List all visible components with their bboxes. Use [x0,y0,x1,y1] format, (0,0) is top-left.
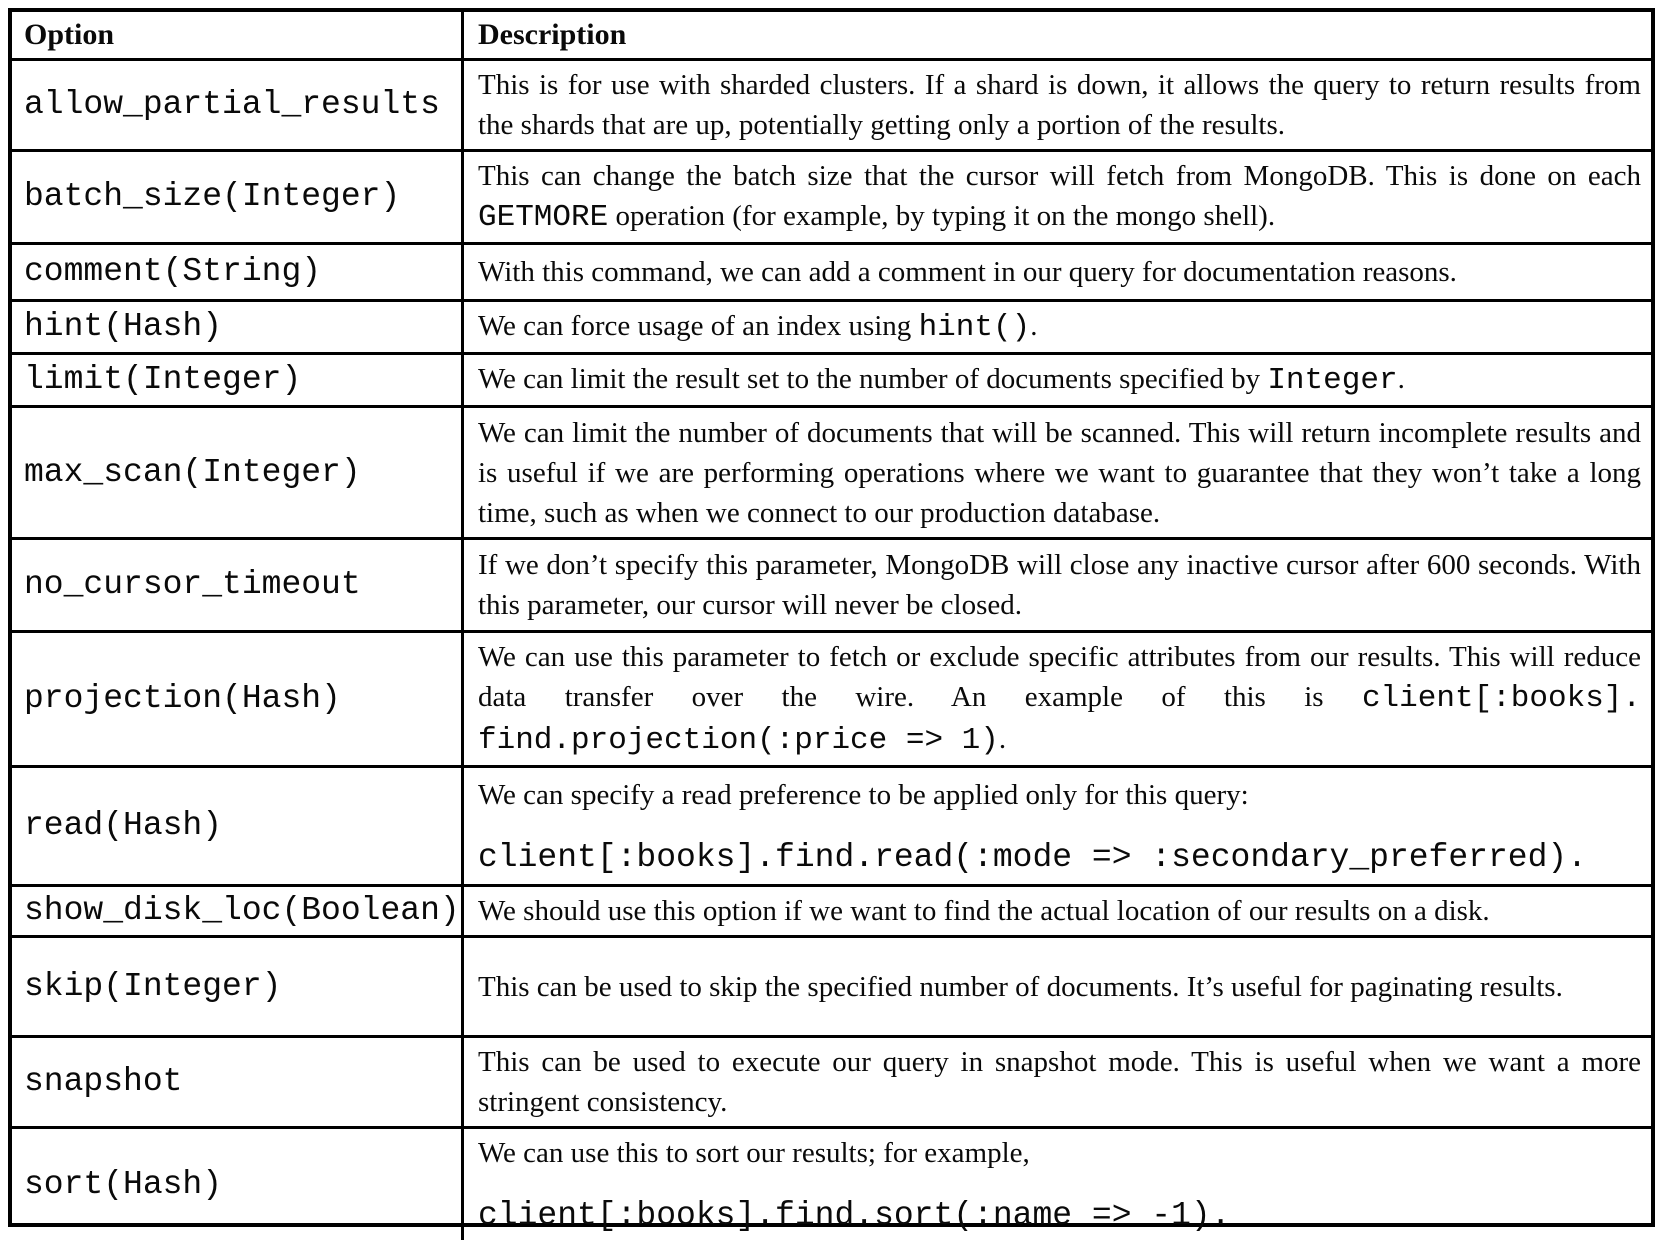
option-cell [12,245,464,299]
inline-code: hint() [918,310,1031,345]
description-text: . [1030,310,1038,342]
table-row [12,302,1651,355]
description-paragraph [478,967,1641,1007]
description-paragraph [478,637,1641,761]
option-description [464,938,1651,1035]
option-description [464,245,1651,299]
description-text: With this command, we can add a comment in our query for documentation reasons. [478,256,1457,288]
description-text: This can be used to skip the specified number of documents. It’s useful for paginating results. [478,970,1563,1003]
table-row [12,1129,1651,1240]
option-cell [12,355,464,405]
table-row [12,887,1651,938]
option-name: comment(String) [24,253,322,290]
option-name: max_scan(Integer) [24,453,361,491]
option-description [464,302,1651,352]
option-description [464,540,1651,630]
description-text: We can use this to sort our results; for example, [478,1137,1030,1169]
options-table [8,8,1655,1234]
table-row [12,768,1651,887]
inline-code: GETMORE [478,200,609,235]
description-paragraph [478,545,1641,625]
description-paragraph [478,156,1641,238]
description-text: If we don’t specify this parameter, MongoDB will close any inactive cursor after 600 seconds. With this parameter, our cursor will never be closed. [478,549,1641,621]
description-paragraph [478,775,1641,815]
option-cell [12,633,464,765]
table-row [12,245,1651,302]
description-code-paragraph [478,1195,1641,1236]
description-text: . [998,723,1007,755]
inline-code: client[:books].find.sort(:name => -1). [478,1197,1231,1234]
table-header-row [12,12,1651,61]
option-name: snapshot [24,1063,183,1100]
description-text: We can limit the result set to the number of documents specified by [478,363,1268,395]
description-paragraph [478,359,1641,401]
option-description [464,1129,1651,1240]
description-paragraph [478,306,1641,348]
inline-code: client[:books].find.read(:mode => :secondary_preferred). [478,838,1587,876]
description-text: This can be used to execute our query in snapshot mode. This is useful when we want a more stringent consistency. [478,1046,1641,1118]
option-cell [12,1038,464,1126]
option-cell [12,540,464,630]
description-text: This is for use with sharded clusters. If a shard is down, it allows the query to return results from the shards that are up, potentially getting only a portion of the results. [478,69,1641,141]
option-name: projection(Hash) [24,680,341,717]
description-paragraph [478,65,1641,145]
option-cell [12,938,464,1035]
option-description [464,61,1651,149]
description-text: . [1397,363,1405,395]
description-paragraph [478,252,1641,292]
table-row [12,1038,1651,1129]
description-paragraph [478,1133,1641,1173]
description-text: operation (for example, by typing it on the mongo shell). [608,200,1276,232]
option-description [464,355,1651,405]
description-text: We should use this option if we want to find the actual location of our results on a disk. [478,895,1490,927]
option-cell [12,887,464,935]
description-text: We can use this parameter to fetch or exclude specific attributes from our results. This will reduce data transfer over the wire. An example of this is [478,641,1641,713]
column-header-option: Option [12,12,464,58]
inline-code: client[:books].​find.projection(:price => 1) [478,681,1641,758]
option-description [464,408,1651,537]
description-paragraph [478,1042,1641,1122]
option-name: read(Hash) [24,807,223,844]
option-name: show_disk_loc(Boolean) [24,892,460,929]
description-text: We can specify a read preference to be applied only for this query: [478,778,1249,811]
table-row [12,152,1651,245]
option-name: limit(Integer) [24,361,302,398]
option-cell [12,768,464,884]
table-row [12,633,1651,768]
column-header-description: Description [478,18,627,51]
option-name: allow_partial_results [24,86,440,123]
option-cell [12,1129,464,1240]
description-text: We can limit the number of documents that will be scanned. This will return incomplete results and is useful if we are performing operations where we want to guarantee that they won’t take a long time, such as when we connect to our production database. [478,416,1641,529]
option-cell [12,61,464,149]
option-description [464,633,1651,765]
table-row [12,938,1651,1038]
option-name: batch_size(Integer) [24,178,401,215]
table-row [12,540,1651,633]
option-name: skip(Integer) [24,967,282,1005]
option-cell [12,408,464,537]
option-name: no_cursor_timeout [24,566,361,603]
option-description [464,768,1651,884]
option-name: sort(Hash) [24,1165,223,1203]
option-description [464,1038,1651,1126]
option-description [464,152,1651,242]
option-cell [12,302,464,352]
description-paragraph [478,413,1641,533]
option-description [464,887,1651,935]
description-code-paragraph [478,837,1641,878]
description-text: We can force usage of an index using [478,310,919,342]
table-row [12,355,1651,408]
description-paragraph [478,891,1641,931]
table-row [12,408,1651,540]
table-row [12,61,1651,152]
description-text: This can change the batch size that the cursor will fetch from MongoDB. This is done on each [478,160,1641,192]
inline-code: Integer [1267,363,1398,398]
option-name: hint(Hash) [24,308,223,345]
option-cell [12,152,464,242]
